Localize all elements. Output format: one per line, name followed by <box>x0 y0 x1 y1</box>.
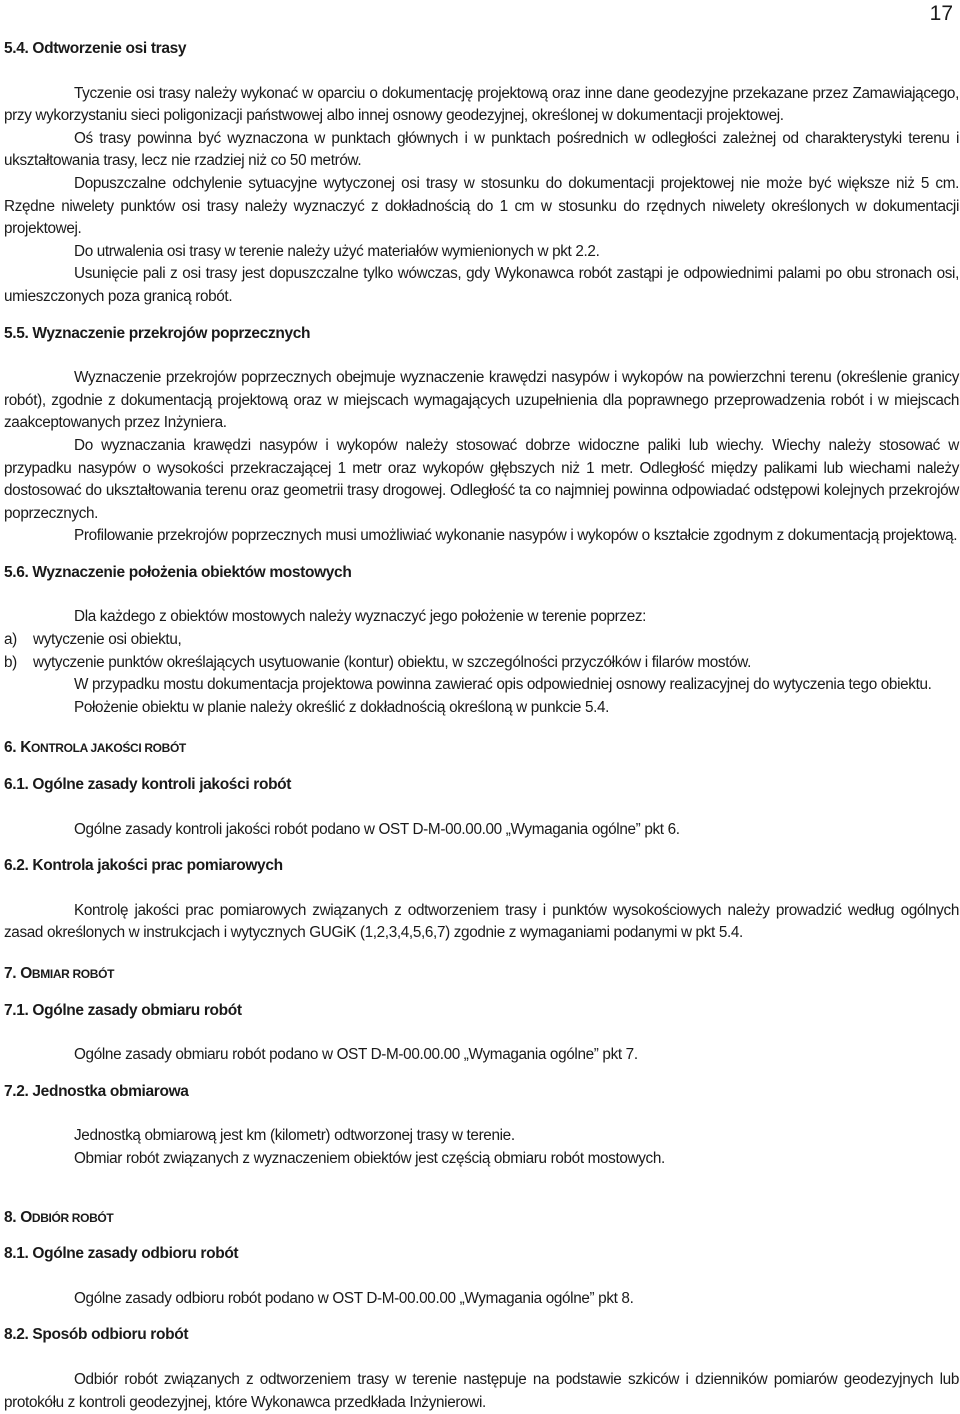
paragraph: Odbiór robót związanych z odtworzeniem trasy w terenie następuje na podstawie szkiców i dzienników pomiarów geodezyjnych lub protokółu z kontroli geodezyjnej, które Wykonawca przedkłada Inżynierowi. <box>4 1370 959 1411</box>
paragraph: Wyznaczenie przekrojów poprzecznych obejmuje wyznaczenie krawędzi nasypów i wykopów na powierzchni terenu (określenie granicy robót), zgodnie z dokumentacją projektową oraz w miejscach wymagających uzupełnienia dla poprawnego przeprowadzenia robót i w miejscach zaakceptowanych przez Inżyniera. <box>4 369 959 432</box>
paragraph: Ogólne zasady obmiaru robót podano w OST D-M-00.00.00 „Wymagania ogólne” pkt 7. <box>74 1046 638 1064</box>
paragraph: Ogólne zasady odbioru robót podano w OST D-M-00.00.00 „Wymagania ogólne” pkt 8. <box>74 1289 634 1307</box>
list-item-text: wytyczenie osi obiektu, <box>33 631 182 649</box>
chapter-number: 7. <box>4 965 21 982</box>
paragraph: Obmiar robót związanych z wyznaczeniem obiektów jest częścią obmiaru robót mostowych. <box>74 1149 665 1167</box>
chapter-heading-7 <box>4 963 959 986</box>
paragraph: Dopuszczalne odchylenie sytuacyjne wytyczonej osi trasy w stosunku do dokumentacji projektowej nie może być większe niż 5 cm. Rzędne niwelety punktów osi trasy należy wyznaczyć z dokładnością do 1 cm w stosunku do rzędnych niwelety określonych w dokumentacji projektowej. <box>4 174 959 238</box>
chapter-title-rest: ONTROLA JAKOŚCI ROBÓT <box>31 741 186 756</box>
chapter-initial: K <box>20 739 32 757</box>
paragraph: Jednostką obmiarową jest km (kilometr) odtworzonej trasy w terenie. <box>74 1127 515 1145</box>
section-heading-6-2: 6.2. Kontrola jakości prac pomiarowych <box>4 857 283 875</box>
list-item <box>4 652 959 675</box>
list-marker: a) <box>4 631 17 649</box>
paragraph: Do wyznaczania krawędzi nasypów i wykopów należy stosować dobrze widoczne paliki lub wiechy. Wiechy należy stosować w przypadku nasypów o wysokości przekraczającej 1 metr oraz wykopów głębszych niż 1 metr. Odległość między palikami lub wiechami należy dostosować do ukształtowania terenu oraz geometrii trasy drogowej. Odległość ta co najmniej powinna odpowiadać odstępowi kolejnych przekrojów poprzecznych. <box>4 436 959 522</box>
paragraph: Profilowanie przekrojów poprzecznych musi umożliwiać wykonanie nasypów i wykopów o kształcie zgodnym z dokumentacją projektową. <box>74 527 958 545</box>
section-heading-5-4: 5.4. Odtworzenie osi trasy <box>4 40 187 57</box>
paragraph: Usunięcie pali z osi trasy jest dopuszczalne tylko wówczas, gdy Wykonawca robót zastąpi je odpowiednimi palami po obu stronach osi, umieszczonych poza granicą robót. <box>4 265 959 305</box>
list-item <box>4 629 959 652</box>
chapter-number: 8. <box>4 1208 21 1226</box>
paragraph: Ogólne zasady kontroli jakości robót podano w OST D-M-00.00.00 „Wymagania ogólne” pkt 6. <box>74 820 680 838</box>
chapter-title-rest: BMIAR ROBÓT <box>31 967 115 981</box>
paragraph: Położenie obiektu w planie należy określić z dokładnością określoną w punkcie 5.4. <box>74 698 610 716</box>
chapter-heading-6 <box>4 737 959 760</box>
chapter-initial: O <box>20 965 32 982</box>
page-number: 17 <box>929 2 953 25</box>
section-heading-6-1: 6.1. Ogólne zasady kontroli jakości robót <box>4 776 292 794</box>
paragraph: Do utrwalenia osi trasy w terenie należy użyć materiałów wymienionych w pkt 2.2. <box>74 242 600 260</box>
list-marker: b) <box>4 653 17 671</box>
section-heading-7-2: 7.2. Jednostka obmiarowa <box>4 1082 189 1100</box>
chapter-title-rest: DBIÓR ROBÓT <box>31 1210 114 1225</box>
section-heading-8-2: 8.2. Sposób odbioru robót <box>4 1326 189 1344</box>
section-heading-5-6: 5.6. Wyznaczenie położenia obiektów mostowych <box>4 563 352 581</box>
chapter-number: 6. <box>4 739 21 757</box>
chapter-initial: O <box>20 1208 32 1226</box>
section-heading-5-5: 5.5. Wyznaczenie przekrojów poprzecznych <box>4 324 311 342</box>
paragraph: Dla każdego z obiektów mostowych należy wyznaczyć jego położenie w terenie poprzez: <box>74 608 647 626</box>
chapter-heading-8 <box>4 1207 959 1230</box>
paragraph: W przypadku mostu dokumentacja projektowa powinna zawierać opis odpowiedniej osnowy realizacyjnej do wytyczenia tego obiektu. <box>74 676 932 694</box>
section-heading-8-1: 8.1. Ogólne zasady odbioru robót <box>4 1245 239 1263</box>
paragraph: Kontrolę jakości prac pomiarowych związanych z odtworzeniem trasy i punktów wysokościowych należy prowadzić według ogólnych zasad określonych w instrukcjach i wytycznych GUGiK (1,2,3,4,5,6,7) zgodnie z wymaganiami podanymi w pkt 5.4. <box>4 901 959 942</box>
document-body <box>4 38 959 1414</box>
section-heading-7-1: 7.1. Ogólne zasady obmiaru robót <box>4 1001 242 1019</box>
list-item-text: wytyczenie punktów określających usytuowanie (kontur) obiektu, w szczególności przyczółków i filarów mostów. <box>33 653 752 671</box>
paragraph: Tyczenie osi trasy należy wykonać w oparciu o dokumentację projektową oraz inne dane geodezyjne przekazane przez Zamawiającego, przy wykorzystaniu sieci poligonizacji państwowej albo innej osnowy geodezyjnej, określonej w dokumentacji projektowej. <box>4 84 959 125</box>
paragraph: Oś trasy powinna być wyznaczona w punktach głównych i w punktach pośrednich w odległości zależnej od charakterystyki terenu i ukształtowania trasy, lecz nie rzadziej niż co 50 metrów. <box>4 129 959 170</box>
